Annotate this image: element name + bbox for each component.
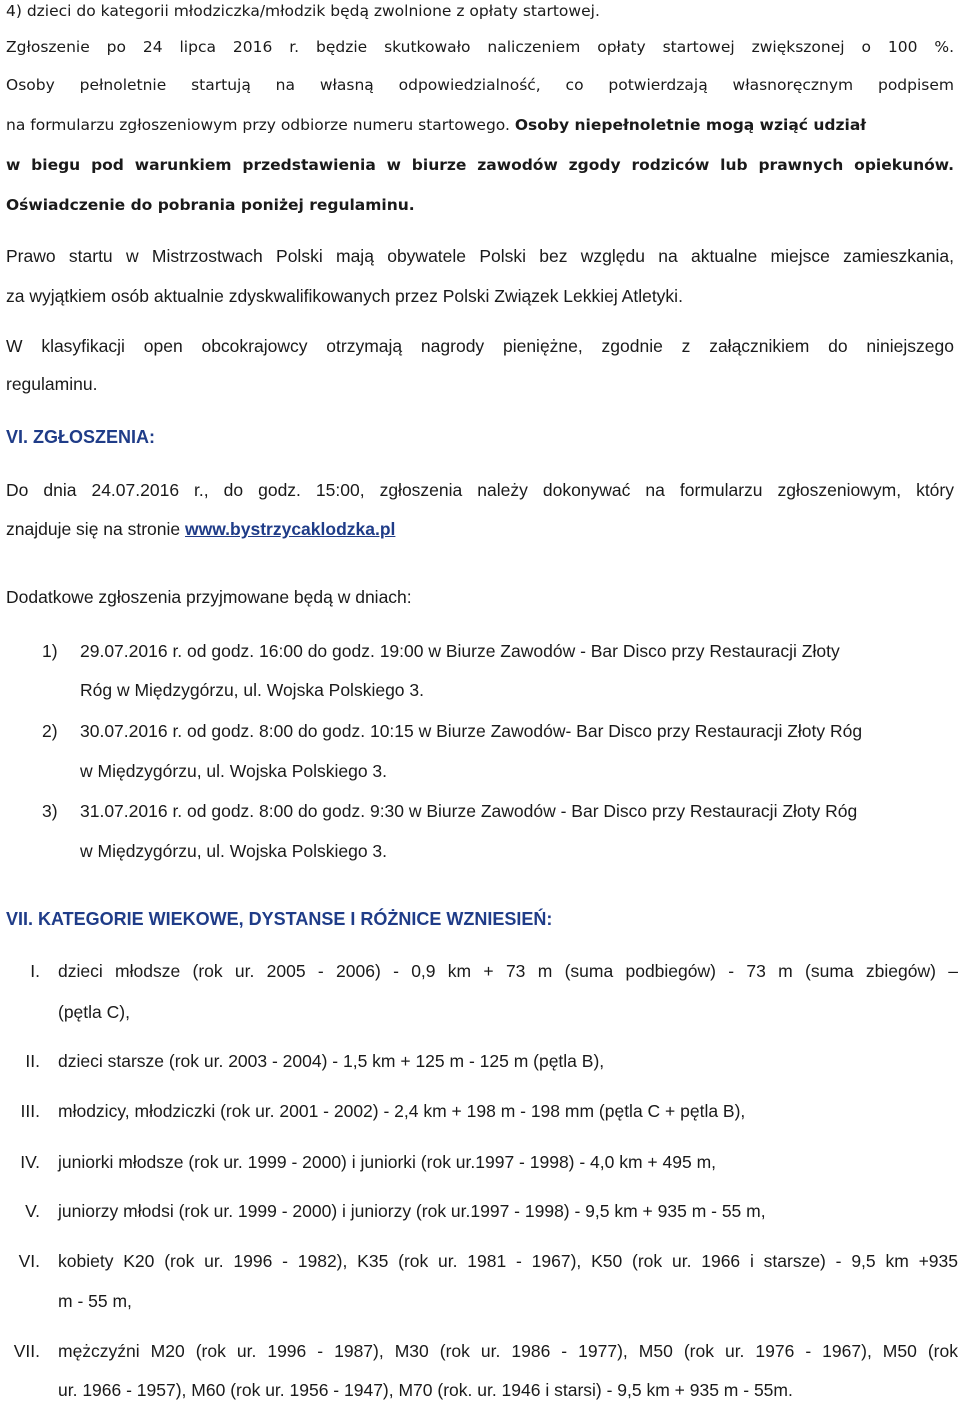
list-item-number: IV. bbox=[20, 1152, 40, 1172]
text-line: Do dnia 24.07.2016 r., do godz. 15:00, zgłoszenia należy dokonywać na formularzu zgłoszeniowym, który bbox=[6, 480, 954, 500]
list-item-line: Róg w Międzygórzu, ul. Wojska Polskiego 3. bbox=[80, 680, 424, 700]
text-fragment: znajduje się na stronie bbox=[6, 519, 185, 539]
website-link[interactable]: www.bystrzycaklodzka.pl bbox=[185, 519, 396, 539]
list-item-number: VI. bbox=[18, 1251, 40, 1271]
text-line: Zgłoszenie po 24 lipca 2016 r. będzie skutkowało naliczeniem opłaty startowej zwiększonej o 100 %. bbox=[6, 38, 954, 56]
list-item-line: 30.07.2016 r. od godz. 8:00 do godz. 10:15 w Biurze Zawodów- Bar Disco przy Restauracji Złoty Róg bbox=[80, 721, 863, 741]
list-item-line: (pętla C), bbox=[58, 1002, 130, 1022]
list-item-line: 29.07.2016 r. od godz. 16:00 do godz. 19:00 w Biurze Zawodów - Bar Disco przy Restauracji Złoty bbox=[80, 641, 840, 661]
list-item-number: VII. bbox=[13, 1341, 40, 1361]
section-heading: VII. KATEGORIE WIEKOWE, DYSTANSE I RÓŻNICE WZNIESIEŃ: bbox=[6, 909, 553, 929]
list-item-line: młodzicy, młodziczki (rok ur. 2001 - 2002) - 2,4 km + 198 m - 198 mm (pętla C + pętla B), bbox=[58, 1101, 746, 1121]
text-line bbox=[6, 114, 866, 136]
list-item-number: 3) bbox=[42, 801, 58, 821]
list-item-line: mężczyźni M20 (rok ur. 1996 - 1987), M30 (rok ur. 1986 - 1977), M50 (rok ur. 1976 - 1967), M50 (rok bbox=[58, 1341, 958, 1361]
list-item-number: 2) bbox=[42, 721, 58, 741]
text-line-bold: w biegu pod warunkiem przedstawienia w biurze zawodów zgody rodziców lub prawnych opiekunów. bbox=[6, 156, 954, 174]
list-item-number: III. bbox=[20, 1101, 40, 1121]
list-item-number: 1) bbox=[42, 641, 58, 661]
list-item-line: w Międzygórzu, ul. Wojska Polskiego 3. bbox=[80, 841, 388, 861]
list-item-line: w Międzygórzu, ul. Wojska Polskiego 3. bbox=[80, 761, 388, 781]
text-line: Osoby pełnoletnie startują na własną odpowiedzialność, co potwierdzają własnoręcznym podpisem bbox=[6, 76, 954, 94]
list-item-line: kobiety K20 (rok ur. 1996 - 1982), K35 (rok ur. 1981 - 1967), K50 (rok ur. 1966 i starsze) - 9,5 km +935 bbox=[58, 1251, 958, 1271]
list-item-line: m - 55 m, bbox=[58, 1291, 132, 1311]
text-fragment: na formularzu zgłoszeniowym przy odbiorze numeru startowego. bbox=[6, 116, 510, 134]
text-line: Dodatkowe zgłoszenia przyjmowane będą w dniach: bbox=[6, 587, 412, 607]
list-item-number: V. bbox=[25, 1201, 40, 1221]
text-line: za wyjątkiem osób aktualnie zdyskwalifikowanych przez Polski Związek Lekkiej Atletyki. bbox=[6, 286, 683, 306]
text-fragment-bold: Osoby niepełnoletnie mogą wziąć udział bbox=[514, 116, 867, 134]
list-item-line: juniorki młodsze (rok ur. 1999 - 2000) i juniorki (rok ur.1997 - 1998) - 4,0 km + 495 m, bbox=[58, 1152, 717, 1172]
list-item-line: 31.07.2016 r. od godz. 8:00 do godz. 9:30 w Biurze Zawodów - Bar Disco przy Restauracji Złoty Róg bbox=[80, 801, 858, 821]
list-item-line: juniorzy młodsi (rok ur. 1999 - 2000) i juniorzy (rok ur.1997 - 1998) - 9,5 km + 935 m - 55 m, bbox=[58, 1201, 766, 1221]
list-item-line: dzieci młodsze (rok ur. 2005 - 2006) - 0,9 km + 73 m (suma podbiegów) - 73 m (suma zbiegów) – bbox=[58, 961, 958, 981]
list-item-number: II. bbox=[25, 1051, 40, 1071]
text-line bbox=[6, 518, 395, 540]
list-item-line: ur. 1966 - 1957), M60 (rok ur. 1956 - 1947), M70 (rok. ur. 1946 i starsi) - 9,5 km + 935 m - 55m. bbox=[58, 1380, 793, 1400]
list-item-number: I. bbox=[30, 961, 40, 981]
text-line-bold: Oświadczenie do pobrania poniżej regulaminu. bbox=[6, 196, 415, 214]
section-heading: VI. ZGŁOSZENIA: bbox=[6, 427, 156, 447]
text-line: W klasyfikacji open obcokrajowcy otrzymają nagrody pieniężne, zgodnie z załącznikiem do niniejszego bbox=[6, 336, 954, 356]
list-item-line: dzieci starsze (rok ur. 2003 - 2004) - 1,5 km + 125 m - 125 m (pętla B), bbox=[58, 1051, 605, 1071]
text-line: 4) dzieci do kategorii młodziczka/młodzik będą zwolnione z opłaty startowej. bbox=[6, 2, 600, 20]
text-line: regulaminu. bbox=[6, 374, 98, 394]
text-line: Prawo startu w Mistrzostwach Polski mają obywatele Polski bez względu na aktualne miejsce zamieszkania, bbox=[6, 246, 954, 266]
